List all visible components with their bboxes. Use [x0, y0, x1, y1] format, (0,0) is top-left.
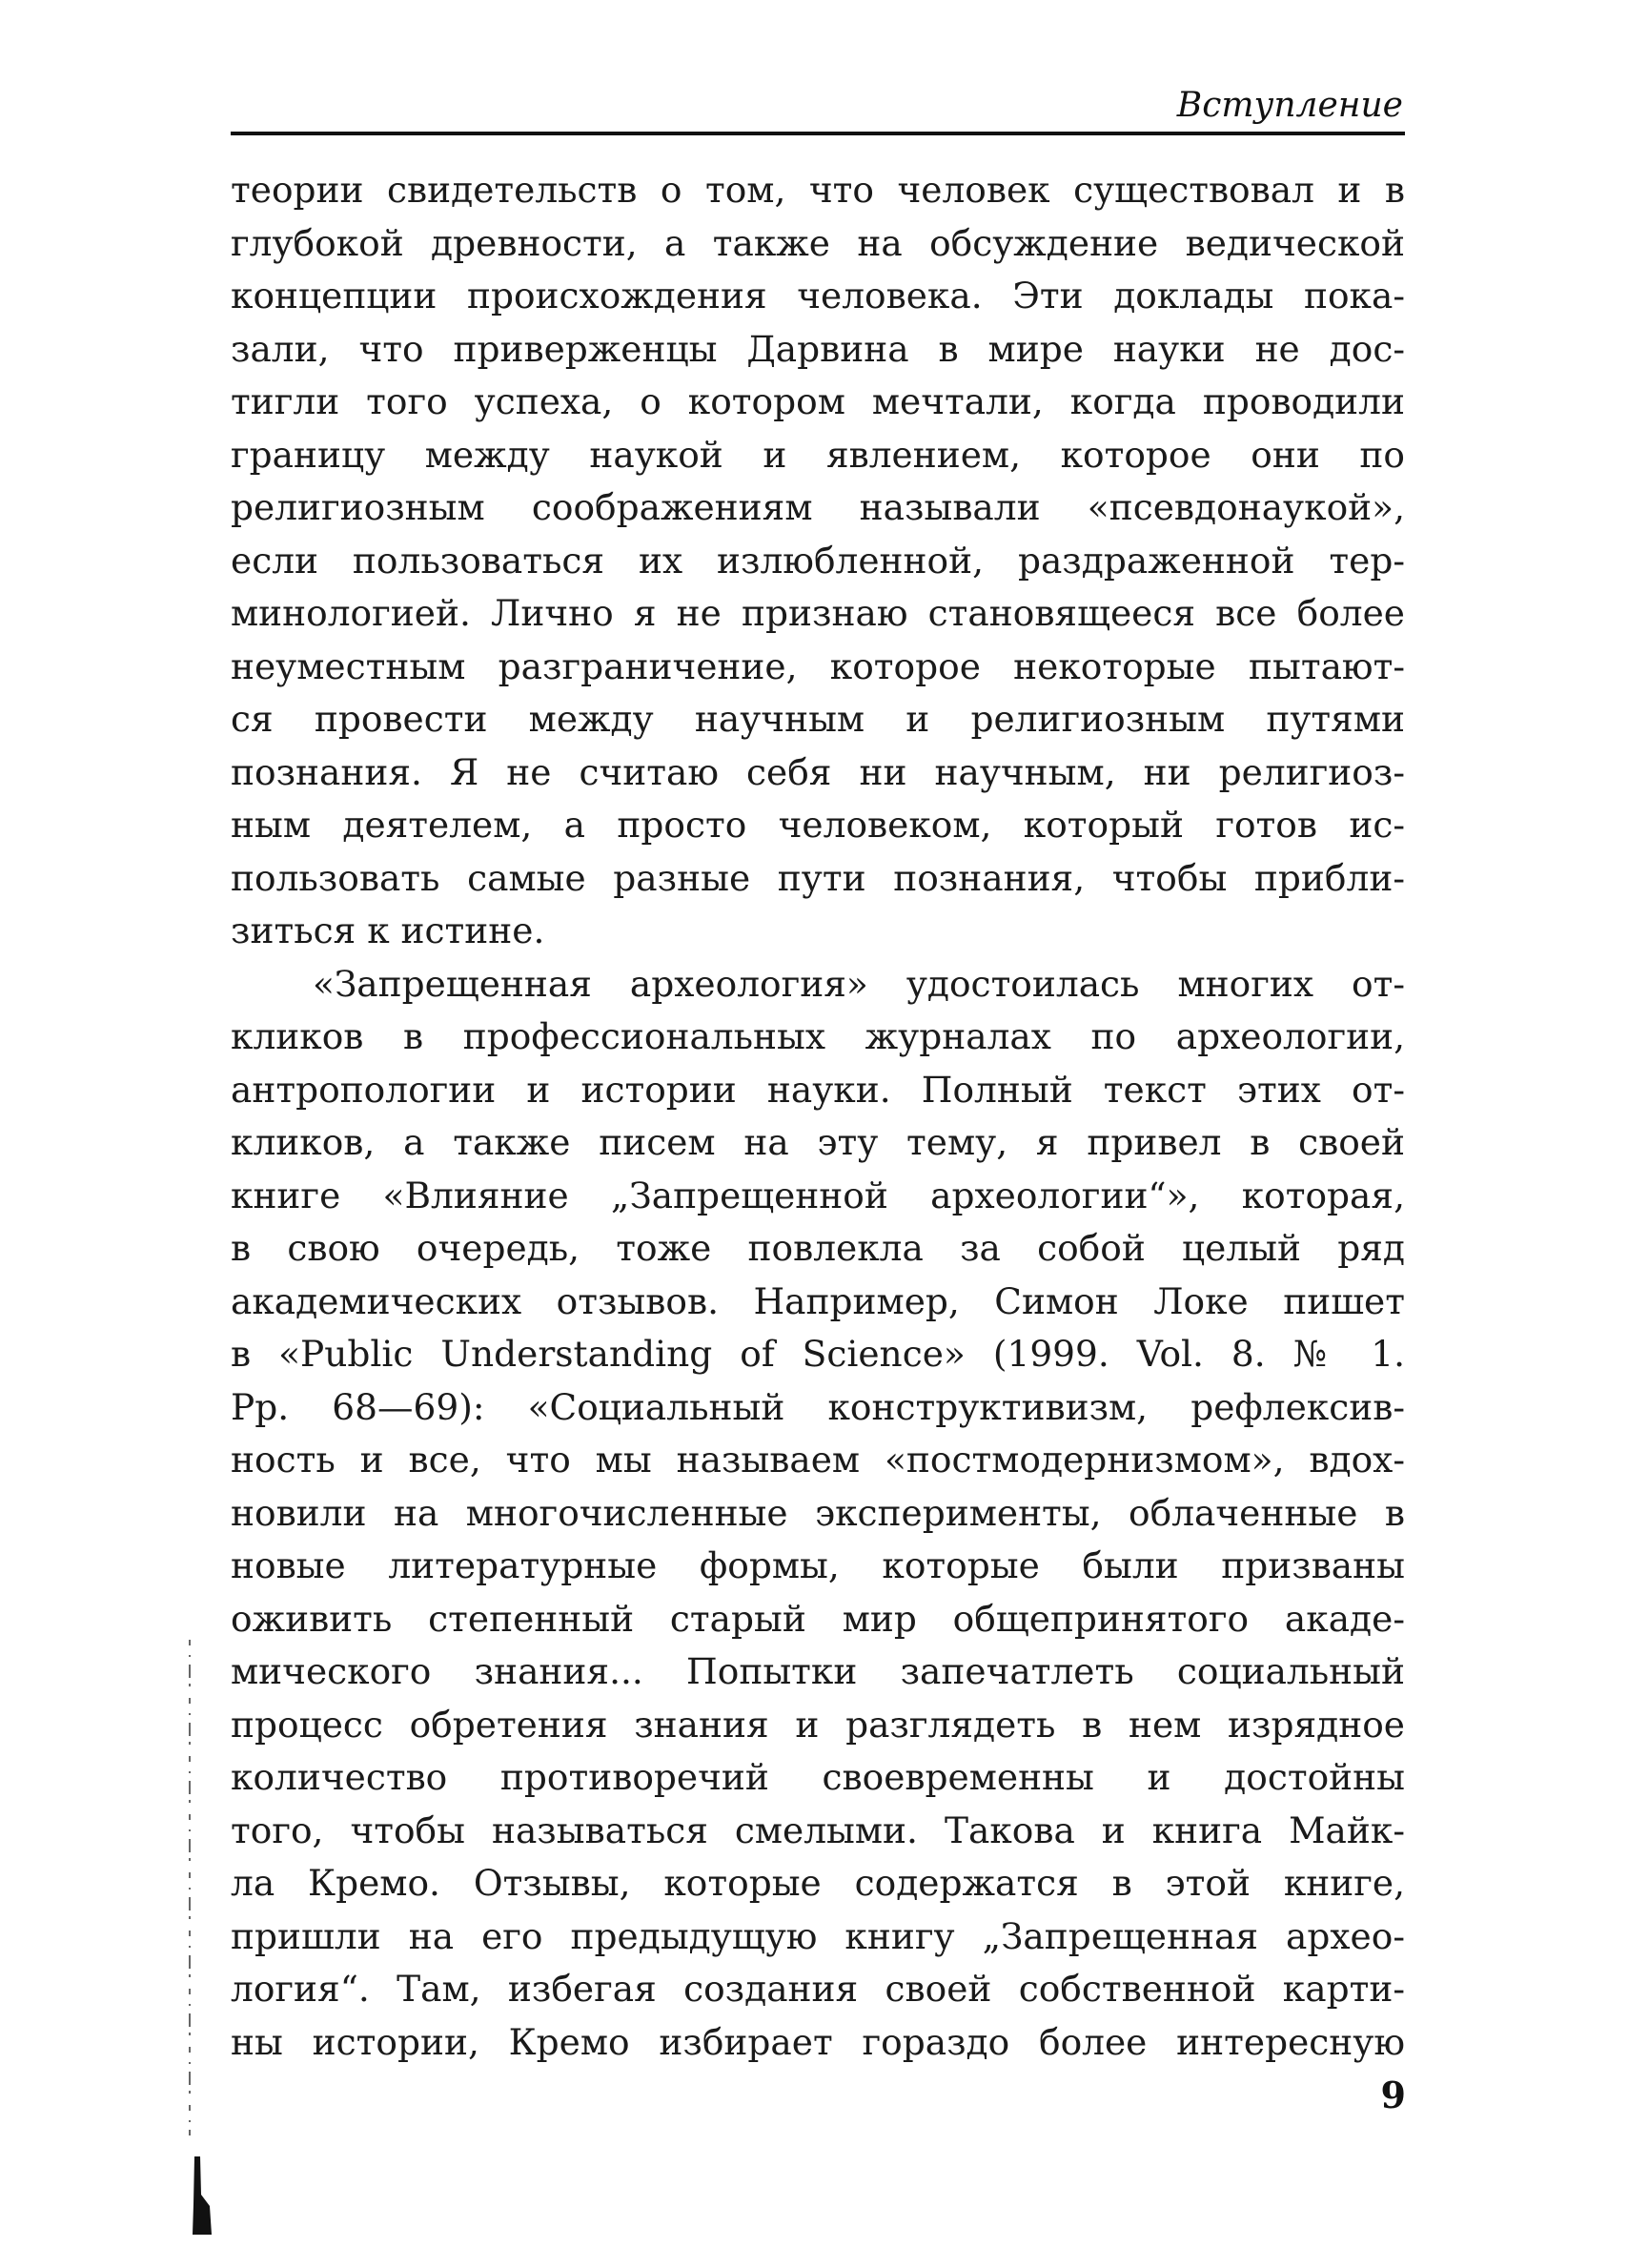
- text-line: неуместным разграничение, которое некоторые пытают-: [231, 644, 1405, 687]
- text-line: того, чтобы называться смелыми. Такова и книга Майк-: [231, 1808, 1405, 1851]
- text-line: границу между наукой и явлением, которое они по: [231, 433, 1405, 476]
- text-line-paragraph-start: «Запрещенная археология» удостоилась многих от-: [313, 962, 1405, 1005]
- text-line: новили на многочисленные эксперименты, облаченные в: [231, 1491, 1405, 1534]
- text-line: ся провести между научным и религиозным путями: [231, 698, 1405, 740]
- text-line: ны истории, Кремо избирает гораздо более интересную: [231, 2020, 1405, 2063]
- text-line: тигли того успеха, о котором мечтали, когда проводили: [231, 380, 1405, 422]
- text-line: минологией. Лично я не признаю становящееся все более: [231, 592, 1405, 634]
- text-line: новые литературные формы, которые были призваны: [231, 1544, 1405, 1586]
- text-line: познания. Я не считаю себя ни научным, ни религиоз-: [231, 750, 1405, 793]
- text-line: в свою очередь, тоже повлекла за собой целый ряд: [231, 1227, 1405, 1269]
- header-rule: [231, 132, 1405, 135]
- text-line: пользовать самые разные пути познания, чтобы прибли-: [231, 856, 1405, 899]
- text-line: ность и все, что мы называем «постмодернизмом», вдох-: [231, 1439, 1405, 1481]
- text-line: количество противоречий своевременны и достойны: [231, 1756, 1405, 1798]
- text-line: если пользоваться их излюбленной, раздраженной тер-: [231, 539, 1405, 582]
- running-head-title: Вступление: [1176, 86, 1403, 125]
- text-line: процесс обретения знания и разглядеть в нем изрядное: [231, 1703, 1405, 1746]
- text-line: книге «Влияние „Запрещенной археологии“», которая,: [231, 1174, 1405, 1216]
- text-line: логия“. Там, избегая создания своей собственной карти-: [231, 1968, 1405, 2010]
- scan-edge-blot: [191, 2156, 212, 2235]
- text-line: ла Кремо. Отзывы, которые содержатся в этой книге,: [231, 1862, 1405, 1904]
- text-line: кликов в профессиональных журналах по археологии,: [231, 1015, 1405, 1057]
- text-line: Pp. 68—69): «Социальный конструктивизм, рефлексив-: [231, 1385, 1405, 1428]
- text-line: кликов, а также писем на эту тему, я привел в своей: [231, 1121, 1405, 1163]
- text-line: зали, что приверженцы Дарвина в мире науки не дос-: [231, 327, 1405, 370]
- text-line: глубокой древности, а также на обсуждение ведической: [231, 221, 1405, 264]
- text-line: теории свидетельств о том, что человек существовал и в: [231, 169, 1405, 211]
- text-line: ным деятелем, а просто человеком, который готов ис-: [231, 804, 1405, 846]
- text-line: в «Public Understanding of Science» (1999. Vol. 8. № 1.: [231, 1333, 1405, 1375]
- text-line-paragraph-end: зиться к истине.: [231, 909, 545, 951]
- text-line: академических отзывов. Например, Симон Локе пишет: [231, 1279, 1405, 1322]
- text-line: пришли на его предыдущую книгу „Запрещенная архео-: [231, 1914, 1405, 1957]
- text-line: концепции происхождения человека. Эти доклады пока-: [231, 275, 1405, 317]
- text-line: религиозным соображениям называли «псевдонаукой»,: [231, 486, 1405, 528]
- scan-edge-mark: [187, 1640, 193, 2135]
- body-text: [231, 164, 1405, 2069]
- text-line: оживить степенный старый мир общепринятого акаде-: [231, 1597, 1405, 1640]
- text-line: мического знания... Попытки запечатлеть социальный: [231, 1650, 1405, 1692]
- page-number: 9: [1380, 2074, 1406, 2116]
- text-line: антропологии и истории науки. Полный текст этих от-: [231, 1068, 1405, 1111]
